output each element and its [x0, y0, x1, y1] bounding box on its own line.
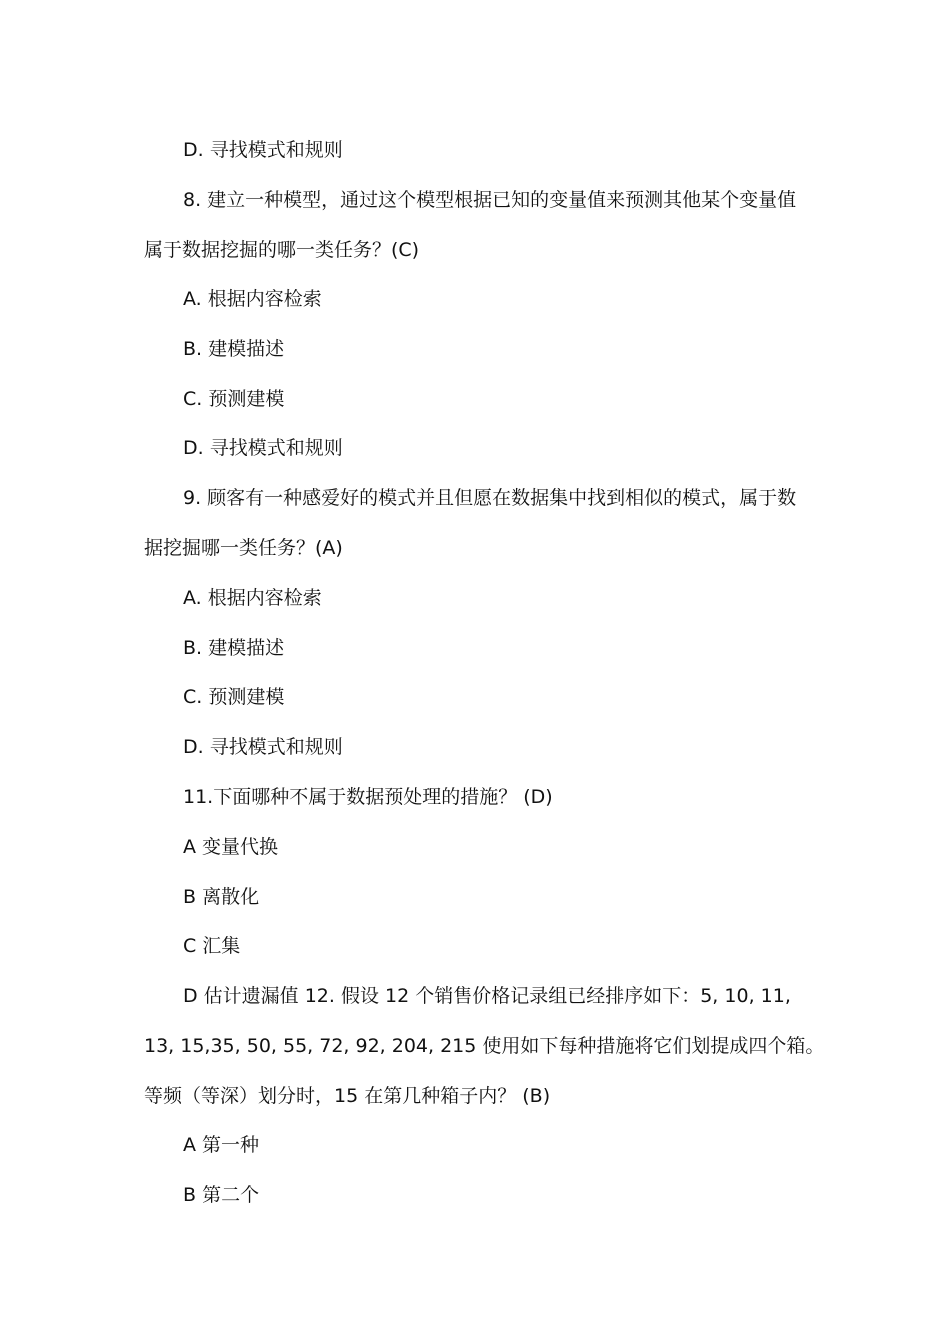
question-9-text: 9. 顾客有一种感爱好的模式并且但愿在数据集中找到相似的模式，属于数 — [183, 487, 797, 509]
question-11-text: 11.下面哪种不属于数据预处理的措施？ (D) — [183, 786, 553, 808]
option-a-q8: A. 根据内容检索 — [183, 288, 322, 310]
option-d-q7: D. 寻找模式和规则 — [183, 139, 343, 161]
option-b-q12: B 第二个 — [183, 1184, 260, 1206]
question-12-text-cont: 13, 15,35, 50, 55, 72, 92, 204, 215 使用如下每种措施将它们划提成四个箱。 — [144, 1035, 825, 1057]
option-b-q11: B 离散化 — [183, 886, 260, 908]
option-c-q11: C 汇集 — [183, 935, 241, 957]
option-d-q11-and-question-12: D 估计遗漏值 12. 假设 12 个销售价格记录组已经排序如下：5, 10, 11, — [183, 985, 791, 1007]
option-d-q9: D. 寻找模式和规则 — [183, 736, 343, 758]
option-c-q9: C. 预测建模 — [183, 686, 285, 708]
question-8-text: 8. 建立一种模型，通过这个模型根据已知的变量值来预测其他某个变量值 — [183, 189, 797, 211]
option-b-q9: B. 建模描述 — [183, 637, 285, 659]
question-8-text-cont: 属于数据挖掘的哪一类任务？(C) — [144, 239, 420, 261]
option-d-q8: D. 寻找模式和规则 — [183, 437, 343, 459]
question-9-text-cont: 据挖掘哪一类任务？(A) — [144, 537, 343, 559]
question-12-text-cont-2: 等频（等深）划分时，15 在第几种箱子内？ (B) — [144, 1085, 551, 1107]
option-c-q8: C. 预测建模 — [183, 388, 285, 410]
option-a-q12: A 第一种 — [183, 1134, 260, 1156]
option-a-q9: A. 根据内容检索 — [183, 587, 322, 609]
option-b-q8: B. 建模描述 — [183, 338, 285, 360]
option-a-q11: A 变量代换 — [183, 836, 279, 858]
